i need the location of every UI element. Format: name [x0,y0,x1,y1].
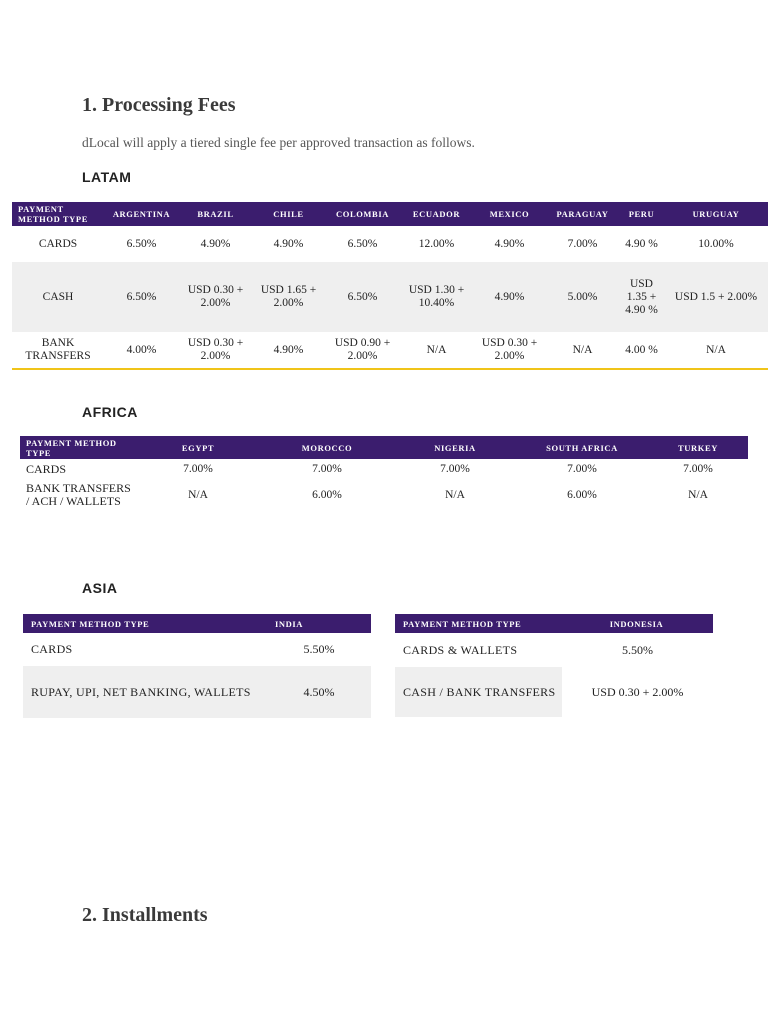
table-cell: 6.00% [312,488,342,501]
table-cell: 7.00% [567,237,598,250]
table-cell: 6.50% [104,262,179,332]
table-cell: 10.00% [698,237,734,250]
table-cell: USD 1.35 + 4.90 % [619,262,664,332]
table-cell: USD 0.30 + 2.00% [179,262,252,332]
table-cell: RUPAY, UPI, NET BANKING, WALLETS [23,666,267,718]
column-header: PAYMENT METHOD TYPE [12,202,104,226]
table-cell: USD 1.30 + 10.40% [400,262,473,332]
table-cell: 4.90 % [625,237,658,250]
table-cell: 4.90% [473,262,546,332]
latam-fees-table [12,202,768,368]
table-cell: 4.90% [200,237,231,250]
table-cell: CASH / BANK TRANSFERS [395,667,562,717]
table-cell: 7.00% [567,462,597,475]
table-cell: BANK TRANSFERS / ACH / WALLETS [26,481,131,508]
table-cell: 4.90% [494,237,525,250]
column-header: PERU [619,202,664,226]
table-cell: 7.00% [312,462,342,475]
africa-fees-table [20,436,748,511]
column-header: PAYMENT METHOD TYPE [23,614,267,633]
table-header-row [12,202,768,226]
column-header: MOROCCO [260,436,394,459]
table-cell: USD 0.30 + 2.00% [481,337,538,362]
table-row [395,667,713,717]
column-header: NIGERIA [394,436,516,459]
column-header: PAYMENT METHOD TYPE [395,614,562,633]
table-cell: USD 0.30 + 2.00% [187,337,244,362]
table-cell: 6.00% [567,488,597,501]
table-row [12,226,768,262]
column-header: PARAGUAY [546,202,619,226]
table-cell: 4.50% [267,666,371,718]
table-cell: 7.00% [440,462,470,475]
table-cell: USD 1.5 + 2.00% [664,262,768,332]
section-title-processing-fees: 1. Processing Fees [82,94,236,116]
table-cell: CARDS [26,461,67,476]
table-cell: CARDS [31,642,73,656]
table-cell: 4.00% [126,343,157,356]
table-cell: BANK TRANSFERS [25,337,91,362]
table-cell: CARDS [38,237,78,250]
table-cell: 6.50% [126,237,157,250]
table-cell: N/A [688,488,708,501]
section-title-installments: 2. Installments [82,904,208,926]
table-cell: 5.50% [622,642,653,657]
region-heading-africa: AFRICA [82,404,138,420]
table-header-row [20,436,748,459]
column-header: ARGENTINA [104,202,179,226]
table-row [12,262,768,332]
table-cell: CASH [12,262,104,332]
table-cell: USD 1.65 + 2.00% [252,262,325,332]
column-header: INDONESIA [562,614,713,633]
table-cell: CARDS & WALLETS [403,642,518,657]
column-header: PAYMENT METHOD TYPE [20,436,136,459]
table-row [23,666,371,718]
column-header: EGYPT [136,436,260,459]
table-row [12,332,768,368]
table-cell: 7.00% [683,462,713,475]
table-row [20,459,748,479]
table-row [20,479,748,511]
column-header: BRAZIL [179,202,252,226]
table-cell: 5.50% [303,642,335,656]
table-divider [12,368,768,370]
table-row [395,633,713,667]
table-cell: 4.90% [273,237,304,250]
table-cell: N/A [706,343,726,356]
column-header: SOUTH AFRICA [516,436,648,459]
table-cell: 4.00 % [625,343,658,356]
column-header: INDIA [267,614,371,633]
table-cell: USD 0.30 + 2.00% [562,667,713,717]
region-heading-asia: ASIA [82,580,118,596]
table-cell: 6.50% [325,262,400,332]
column-header: URUGUAY [664,202,768,226]
table-cell: USD 0.90 + 2.00% [334,337,391,362]
column-header: COLOMBIA [325,202,400,226]
table-header-row [23,614,371,633]
column-header: TURKEY [648,436,748,459]
region-heading-latam: LATAM [82,169,132,185]
asia-india-fees-table [23,614,371,718]
table-cell: N/A [426,343,447,356]
table-cell: 7.00% [183,462,213,475]
table-cell: 4.90% [273,343,304,356]
intro-text: dLocal will apply a tiered single fee per approved transaction as follows. [82,135,475,150]
table-cell: 12.00% [418,237,455,250]
column-header: ECUADOR [400,202,473,226]
table-cell: N/A [572,343,593,356]
table-row [23,633,371,666]
table-cell: N/A [188,488,208,501]
asia-indonesia-fees-table [395,614,713,717]
column-header: CHILE [252,202,325,226]
table-cell: 6.50% [347,237,378,250]
table-header-row [395,614,713,633]
table-cell: N/A [445,488,465,501]
column-header: MEXICO [473,202,546,226]
table-cell: 5.00% [546,262,619,332]
